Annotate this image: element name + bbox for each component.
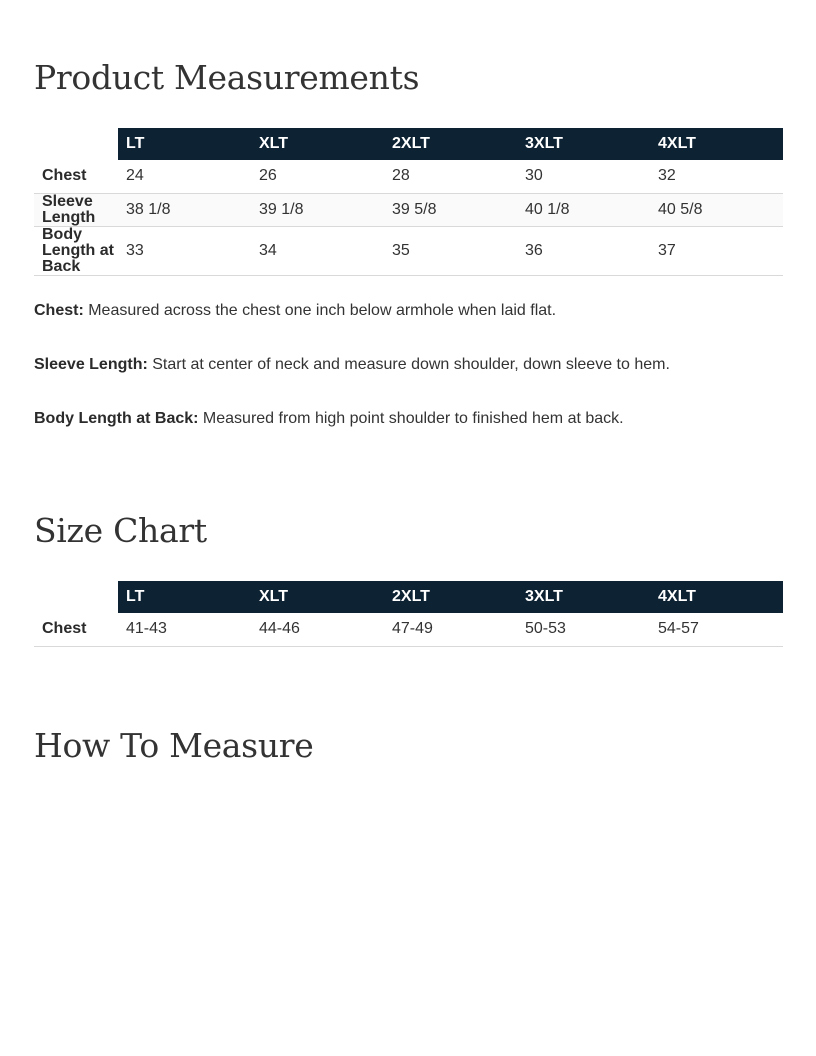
description-text: Measured from high point shoulder to finished hem at back.	[198, 410, 624, 427]
body-length-description	[34, 410, 624, 428]
chest-description	[34, 302, 556, 320]
size-header-4xlt: 4XLT	[650, 581, 783, 613]
size-header-xlt: XLT	[251, 128, 384, 160]
table-cell: 37	[650, 226, 783, 275]
table-cell: 32	[650, 160, 783, 193]
table-cell: 44-46	[251, 613, 384, 646]
description-term: Body Length at Back:	[34, 410, 199, 427]
size-chart-heading: Size Chart	[34, 511, 207, 550]
row-label-body-length: Body Length at Back	[34, 226, 118, 275]
table-row-sleeve-length	[34, 193, 783, 226]
header-corner-cell	[34, 128, 118, 160]
size-header-4xlt: 4XLT	[650, 128, 783, 160]
description-text: Start at center of neck and measure down shoulder, down sleeve to hem.	[147, 356, 670, 373]
table-cell: 36	[517, 226, 650, 275]
size-header-lt: LT	[118, 128, 251, 160]
table-cell: 33	[118, 226, 251, 275]
description-text: Measured across the chest one inch below armhole when laid flat.	[83, 302, 557, 319]
description-term: Sleeve Length:	[34, 356, 148, 373]
table-cell: 35	[384, 226, 517, 275]
table-cell: 26	[251, 160, 384, 193]
size-header-lt: LT	[118, 581, 251, 613]
table-cell: 41-43	[118, 613, 251, 646]
header-corner-cell	[34, 581, 118, 613]
table-cell: 34	[251, 226, 384, 275]
table-cell: 30	[517, 160, 650, 193]
table-cell: 40 5/8	[650, 193, 783, 226]
table-row-chest	[34, 160, 783, 193]
sleeve-length-description	[34, 356, 670, 374]
table-cell: 39 5/8	[384, 193, 517, 226]
table-cell: 47-49	[384, 613, 517, 646]
table-cell: 50-53	[517, 613, 650, 646]
table-cell: 24	[118, 160, 251, 193]
size-header-3xlt: 3XLT	[517, 581, 650, 613]
size-header-3xlt: 3XLT	[517, 128, 650, 160]
row-label-chest: Chest	[34, 160, 118, 193]
size-header-2xlt: 2XLT	[384, 128, 517, 160]
table-cell: 39 1/8	[251, 193, 384, 226]
measurements-table	[34, 128, 783, 276]
table-row-body-length	[34, 226, 783, 275]
row-label-chest: Chest	[34, 613, 118, 646]
size-chart-table	[34, 581, 783, 647]
table-cell: 38 1/8	[118, 193, 251, 226]
table-cell: 28	[384, 160, 517, 193]
description-term: Chest:	[34, 302, 84, 319]
size-header-2xlt: 2XLT	[384, 581, 517, 613]
measurements-header-row	[34, 128, 783, 160]
size-header-xlt: XLT	[251, 581, 384, 613]
table-cell: 40 1/8	[517, 193, 650, 226]
how-to-measure-heading: How To Measure	[34, 726, 314, 765]
size-chart-header-row	[34, 581, 783, 613]
table-row-chest	[34, 613, 783, 646]
row-label-sleeve-length: Sleeve Length	[34, 193, 118, 226]
table-cell: 54-57	[650, 613, 783, 646]
product-measurements-heading: Product Measurements	[34, 58, 420, 97]
